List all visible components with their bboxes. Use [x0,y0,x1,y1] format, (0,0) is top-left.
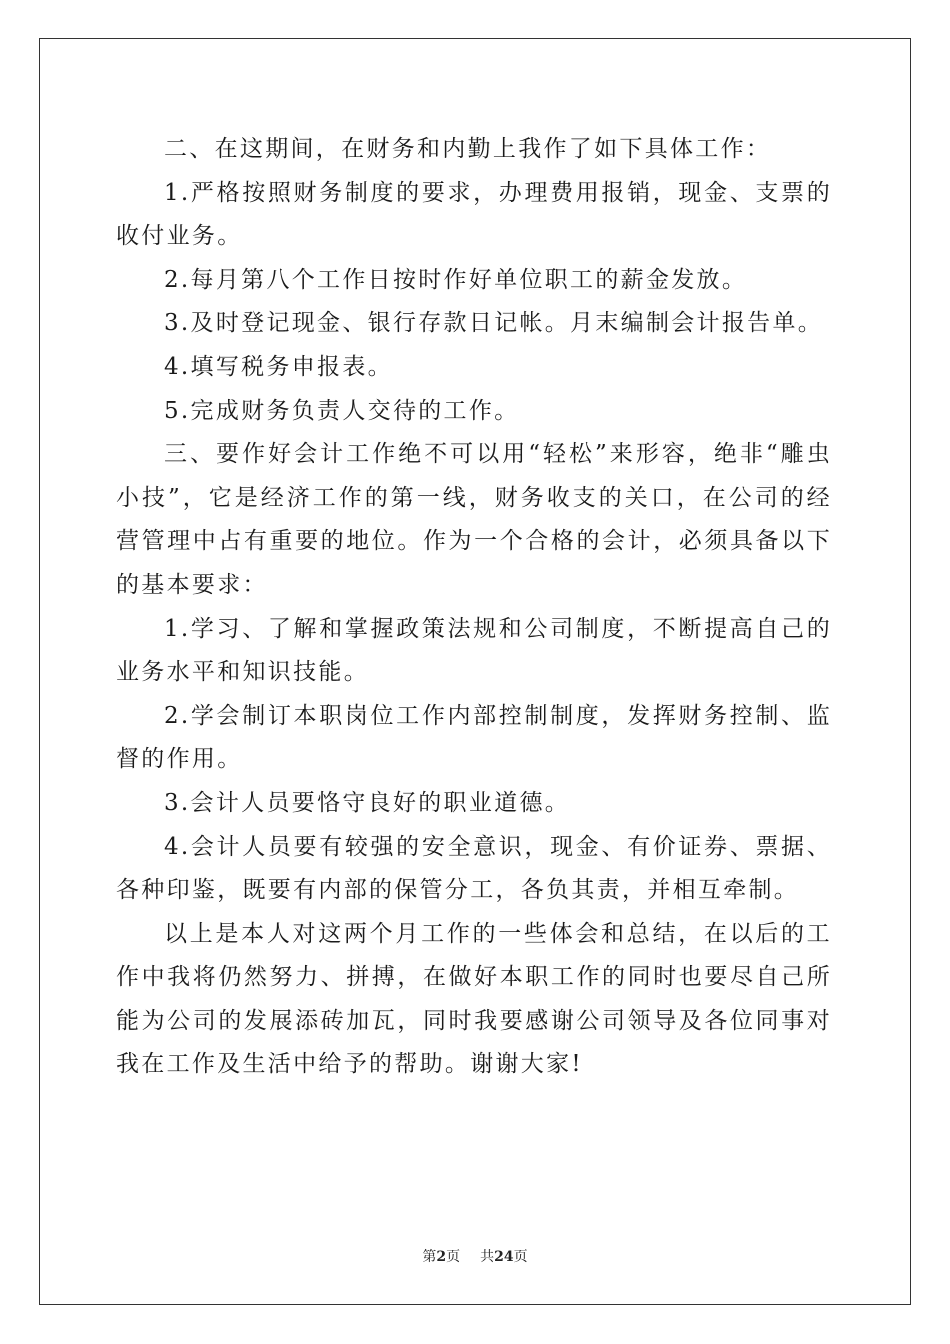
footer-total-prefix: 共 [480,1249,495,1265]
footer-page-number: 2 [436,1249,447,1265]
paragraph-item-2: 2.每月第八个工作日按时作好单位职工的薪金发放。 [164,266,748,293]
paragraph-item-4: 4.填写税务申报表。 [164,353,393,380]
paragraph-requirement-2: 2.学会制订本职岗位工作内部控制制度，发挥财务控制、监督的作用。 [116,702,832,773]
paragraph-requirement-3: 3.会计人员要恪守良好的职业道德。 [164,789,571,816]
footer-page-suffix: 页 [446,1249,461,1265]
paragraph-item-3: 3.及时登记现金、银行存款日记帐。月末编制会计报告单。 [164,310,824,337]
paragraph-requirement-1: 1.学习、了解和掌握政策法规和公司制度，不断提高自己的业务水平和知识技能。 [116,615,832,686]
paragraph-section-three: 三、要作好会计工作绝不可以用“轻松”来形容，绝非“雕虫小技”，它是经济工作的第一线，财务收支的关口，在公司的经营管理中占有重要的地位。作为一个合格的会计，必须具备以下的基本要求： [116,441,832,598]
footer-total-pages: 24 [494,1249,514,1265]
paragraph-section-two-heading: 二、在这期间，在财务和内勤上我作了如下具体工作： [164,136,772,162]
document-body [116,128,832,1087]
footer-total-suffix: 页 [513,1249,528,1265]
page-footer [0,1247,950,1267]
paragraph-conclusion: 以上是本人对这两个月工作的一些体会和总结，在以后的工作中我将仍然努力、拼搏，在做好本职工作的同时也要尽自己所能为公司的发展添砖加瓦，同时我要感谢公司领导及各位同事对我在工作及生活中给予的帮助。谢谢大家! [116,920,832,1078]
paragraph-item-1: 1.严格按照财务制度的要求，办理费用报销，现金、支票的收付业务。 [116,179,832,250]
paragraph-requirement-4: 4.会计人员要有较强的安全意识，现金、有价证券、票据、各种印鉴，既要有内部的保管分工，各负其责，并相互牵制。 [116,833,832,904]
paragraph-item-5: 5.完成财务负责人交待的工作。 [164,397,520,424]
footer-page-prefix: 第 [422,1249,437,1265]
